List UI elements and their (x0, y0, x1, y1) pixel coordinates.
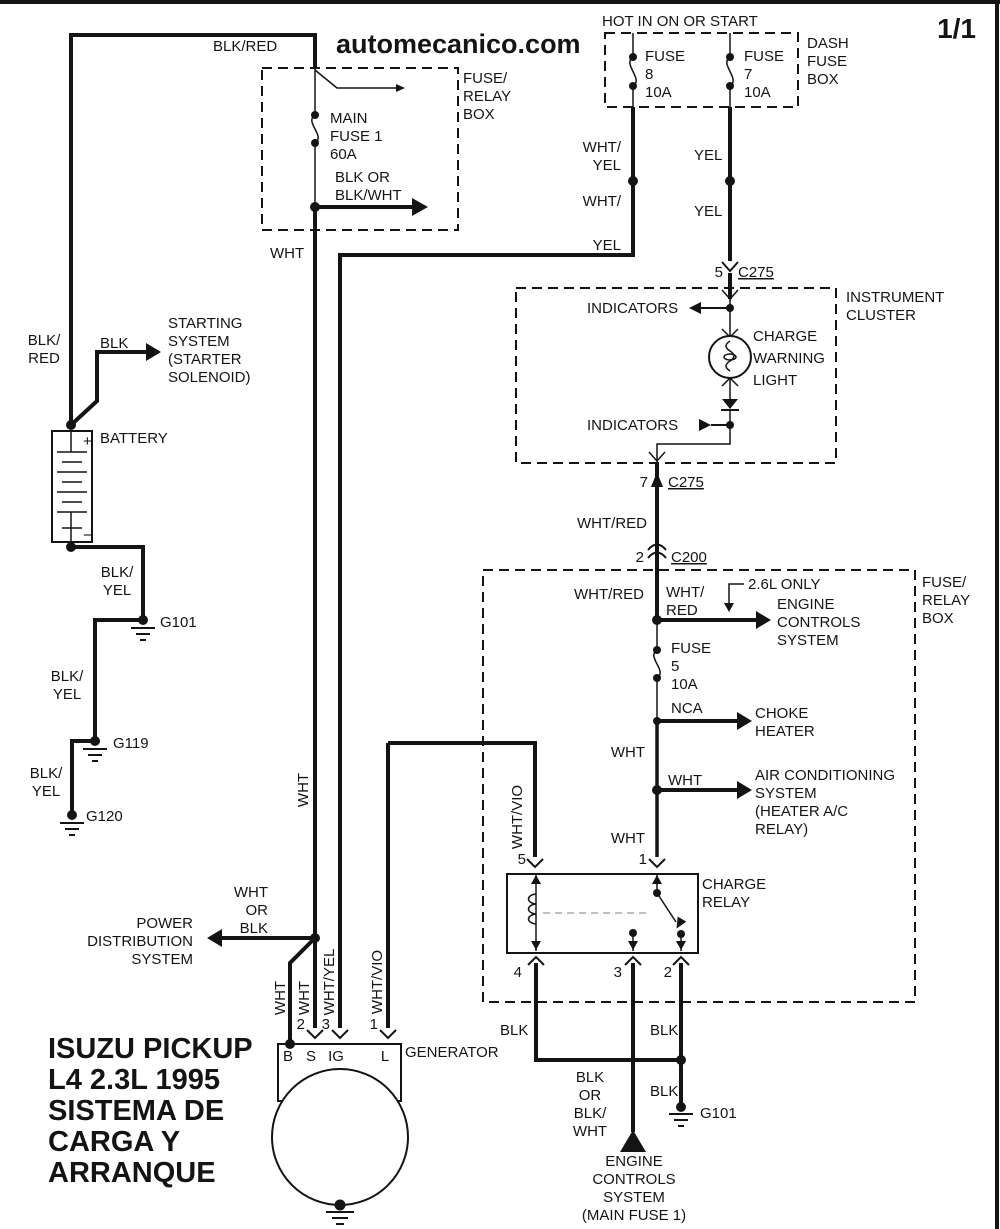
wht-label-3: WHT (610, 830, 645, 847)
wht-vertical-label: WHT (295, 772, 312, 808)
charge-relay (507, 859, 766, 981)
wht-red-right-label-1: WHT/ (666, 584, 705, 601)
right-arrowhead (737, 781, 752, 799)
dash-fuse-box-label-1: DASH (807, 35, 849, 52)
wht-label: WHT/ (582, 193, 621, 210)
power-dist-label-3: SYSTEM (131, 951, 193, 968)
hot-label: HOT IN ON OR START (602, 13, 758, 30)
power-dist-label-2: DISTRIBUTION (87, 933, 193, 950)
blk-or-label-1: BLK (575, 1069, 605, 1086)
c275-out-pin: 7 (639, 474, 648, 491)
blk-red-left-label-2: RED (28, 350, 60, 367)
battery-label: BATTERY (100, 430, 168, 447)
generator-label: GENERATOR (405, 1044, 499, 1061)
blk-4-label: BLK (500, 1022, 529, 1039)
fuse5-label-3: 10A (671, 676, 698, 693)
wht-or-blk-label-1: WHT (233, 884, 268, 901)
page-number: 1/1 (937, 13, 976, 44)
blk-or-label-4: WHT (572, 1123, 608, 1140)
down-arrowhead (724, 603, 734, 612)
cluster-label-2: CLUSTER (846, 307, 917, 324)
wht-or-blk-label-3: BLK (239, 920, 268, 937)
fuse7-label-1: FUSE (744, 48, 785, 65)
ecs-main-label-4: (MAIN FUSE 1) (581, 1207, 687, 1224)
left-arrowhead (689, 302, 701, 314)
wht-yel-label-2: YEL (592, 157, 621, 174)
fuse7-element (727, 57, 733, 86)
generator-body (272, 1069, 408, 1205)
site-title: automecanico.com (336, 29, 581, 59)
starting-system-label-4: SOLENOID) (168, 369, 251, 386)
branch-label-1: BLK OR (335, 169, 391, 186)
charge-light-feed (694, 107, 774, 299)
main-fuse-label-3: 60A (330, 146, 357, 163)
junction-dot (66, 420, 76, 430)
ecs-main-label-3: SYSTEM (603, 1189, 665, 1206)
blk-yel-3-label-2: YEL (31, 783, 61, 800)
blk-red-top-label: BLK/RED (213, 38, 278, 55)
blk-yel-2-label-1: BLK/ (50, 668, 84, 685)
ground-dot (676, 1102, 686, 1112)
c200-connector: C200 (671, 549, 707, 566)
g120-label: G120 (86, 808, 123, 825)
top-frb-label-2: RELAY (463, 88, 512, 105)
g101-left-label: G101 (160, 614, 197, 631)
ground-g101-right (669, 1102, 737, 1126)
wht-red-left-label: WHT/RED (574, 586, 644, 603)
title-line-5: ARRANQUE (48, 1157, 216, 1189)
fuse7-label-3: 10A (744, 84, 771, 101)
choke-label-1: CHOKE (755, 705, 809, 722)
only-26l-label: 2.6L ONLY (748, 576, 821, 593)
main-fuse-element (312, 115, 318, 143)
right-arrowhead (756, 611, 771, 629)
blk-or-label-2: OR (578, 1087, 602, 1104)
title-line-3: SISTEMA DE (48, 1095, 225, 1127)
main-fuse-label-1: MAIN (330, 110, 368, 127)
charge-relay-label-2: RELAY (702, 894, 751, 911)
blk-g101-label: BLK (650, 1083, 679, 1100)
frb-label-3: BOX (922, 610, 954, 627)
yel-label-1: YEL (694, 147, 723, 164)
engine-controls-label-1: ENGINE (777, 596, 835, 613)
relay-pin5-label: 5 (517, 851, 526, 868)
blk-yel-2-label-2: YEL (52, 686, 82, 703)
ac-label-4: RELAY) (755, 821, 809, 838)
fuse8-label-2: 8 (645, 66, 654, 83)
right-arrowhead (737, 712, 752, 730)
starting-system-label-3: (STARTER (168, 351, 242, 368)
c275-pin: 5 (714, 264, 723, 281)
relay-pin4-label: 4 (513, 964, 522, 981)
right-arrowhead (396, 84, 405, 92)
blk-or-label-3: BLK/ (573, 1105, 607, 1122)
choke-label-2: HEATER (755, 723, 815, 740)
relay-pin2-label: 2 (663, 964, 672, 981)
ac-label-3: (HEATER A/C (755, 803, 849, 820)
wire-blk-starter (71, 352, 146, 425)
charge-light-label-2: WARNING (753, 350, 825, 367)
ecs-main-label-1: ENGINE (605, 1153, 663, 1170)
junction-dot (676, 1055, 686, 1065)
ground-dot (67, 810, 77, 820)
dash-fuse-box-label-3: BOX (807, 71, 839, 88)
frb-label-2: RELAY (922, 592, 971, 609)
g119-label: G119 (113, 735, 149, 752)
ground-g120 (60, 808, 123, 835)
gen-pin-s: 2 (296, 1016, 305, 1033)
wire-blk-yel (72, 741, 91, 811)
charge-relay-label-1: CHARGE (702, 876, 767, 893)
splice-dot (725, 176, 735, 186)
engine-controls-label-3: SYSTEM (777, 632, 839, 649)
battery-circuit (28, 35, 315, 835)
wht-yel-label-1: WHT/ (582, 139, 621, 156)
wire-blk-4 (536, 963, 681, 1060)
wire-blk-yel (95, 620, 139, 737)
fuse8-element (630, 57, 636, 86)
c200-pin: 2 (635, 549, 644, 566)
instrument-cluster (516, 288, 944, 463)
yel-corner-label: YEL (592, 237, 621, 254)
wht-label: WHT (270, 245, 305, 262)
charge-light-label-1: CHARGE (753, 328, 818, 345)
title-block (48, 1033, 253, 1189)
frb-label-1: FUSE/ (922, 574, 967, 591)
top-frb-label-1: FUSE/ (463, 70, 508, 87)
ground-g101-left (131, 614, 197, 640)
power-dist-label-1: POWER (136, 915, 193, 932)
dash-fuse-box (605, 33, 849, 107)
wht-label-1: WHT (610, 744, 645, 761)
term-s: S (305, 1048, 317, 1065)
title-line-1: ISUZU PICKUP (48, 1033, 253, 1065)
ground-dot (138, 615, 148, 625)
ground-dot (90, 736, 100, 746)
indicators-bottom-label: INDICATORS (587, 417, 679, 434)
title-line-4: CARGA Y (48, 1126, 181, 1158)
gen-pin-ig: 3 (321, 1016, 330, 1033)
up-arrowhead (651, 472, 663, 487)
blk-yel-1-label-2: YEL (102, 582, 132, 599)
connector-chevron (722, 262, 738, 271)
ecs-main-label-2: CONTROLS (592, 1171, 676, 1188)
blk-red-left-label-1: BLK/ (27, 332, 61, 349)
wire-ig-label: WHT/YEL (321, 948, 338, 1016)
right-arrowhead (412, 198, 428, 216)
g101-right-label: G101 (700, 1105, 737, 1122)
starting-system-label-1: STARTING (168, 315, 243, 332)
starting-system-label-2: SYSTEM (168, 333, 230, 350)
fuse5-label-2: 5 (671, 658, 680, 675)
wht-label-2: WHT (668, 772, 703, 789)
top-frb-label-3: BOX (463, 106, 495, 123)
right-arrowhead (699, 419, 711, 431)
wire-l-label: WHT/VIO (369, 949, 386, 1015)
wire-s-label: WHT (296, 980, 313, 1016)
battery-plus: + (83, 433, 92, 450)
fuse-relay-box (388, 570, 970, 1002)
left-arrowhead (207, 929, 222, 947)
term-b: B (282, 1048, 294, 1065)
battery-minus: − (83, 527, 92, 544)
relay-pin3-label: 3 (613, 964, 622, 981)
cluster-label-1: INSTRUMENT (846, 289, 945, 306)
connector-chevron (307, 1030, 396, 1038)
gen-pin-l: 1 (369, 1016, 378, 1033)
ground-dot (335, 1200, 346, 1211)
blk-yel-3-label-1: BLK/ (29, 765, 63, 782)
offpage-triangle (620, 1130, 646, 1152)
charge-light-label-3: LIGHT (753, 372, 798, 389)
charge-warning-bulb (709, 336, 751, 378)
right-arrowhead (146, 343, 161, 361)
term-ig: IG (328, 1048, 344, 1065)
fuse7-label-2: 7 (744, 66, 753, 83)
top-fuse-relay-box (262, 68, 511, 230)
blk-yel-1-label-1: BLK/ (100, 564, 134, 581)
ground-g119 (83, 735, 149, 761)
wht-red-label: WHT/RED (577, 515, 647, 532)
fuse5-label-1: FUSE (671, 640, 712, 657)
diode (722, 399, 738, 409)
c275-out-connector: C275 (668, 474, 704, 491)
blk-2-label: BLK (650, 1022, 679, 1039)
splice-dot (628, 176, 638, 186)
bracket-26l (729, 584, 744, 604)
wire-b-label: WHT (272, 980, 289, 1016)
engine-controls-label-2: CONTROLS (777, 614, 861, 631)
dash-fuse-box-label-2: FUSE (807, 53, 848, 70)
main-fuse-label-2: FUSE 1 (330, 128, 383, 145)
ac-label-2: SYSTEM (755, 785, 817, 802)
fuse5-element (654, 650, 660, 678)
blk-label: BLK (100, 335, 129, 352)
wht-red-right-label-2: RED (666, 602, 698, 619)
c275-connector: C275 (738, 264, 774, 281)
term-l: L (380, 1048, 390, 1065)
fuse8-label-3: 10A (645, 84, 672, 101)
fuse8-label-1: FUSE (645, 48, 686, 65)
title-line-2: L4 2.3L 1995 (48, 1064, 220, 1096)
yel-label-2: YEL (694, 203, 723, 220)
nca-label: NCA (671, 700, 703, 717)
relay-pin1-label: 1 (638, 851, 647, 868)
wht-vio-label: WHT/VIO (509, 784, 526, 850)
ac-label-1: AIR CONDITIONING (755, 767, 896, 784)
branch-label-2: BLK/WHT (335, 187, 402, 204)
indicators-top-label: INDICATORS (587, 300, 679, 317)
branch-thin-wire (315, 70, 396, 88)
wht-or-blk-label-2: OR (245, 902, 268, 919)
